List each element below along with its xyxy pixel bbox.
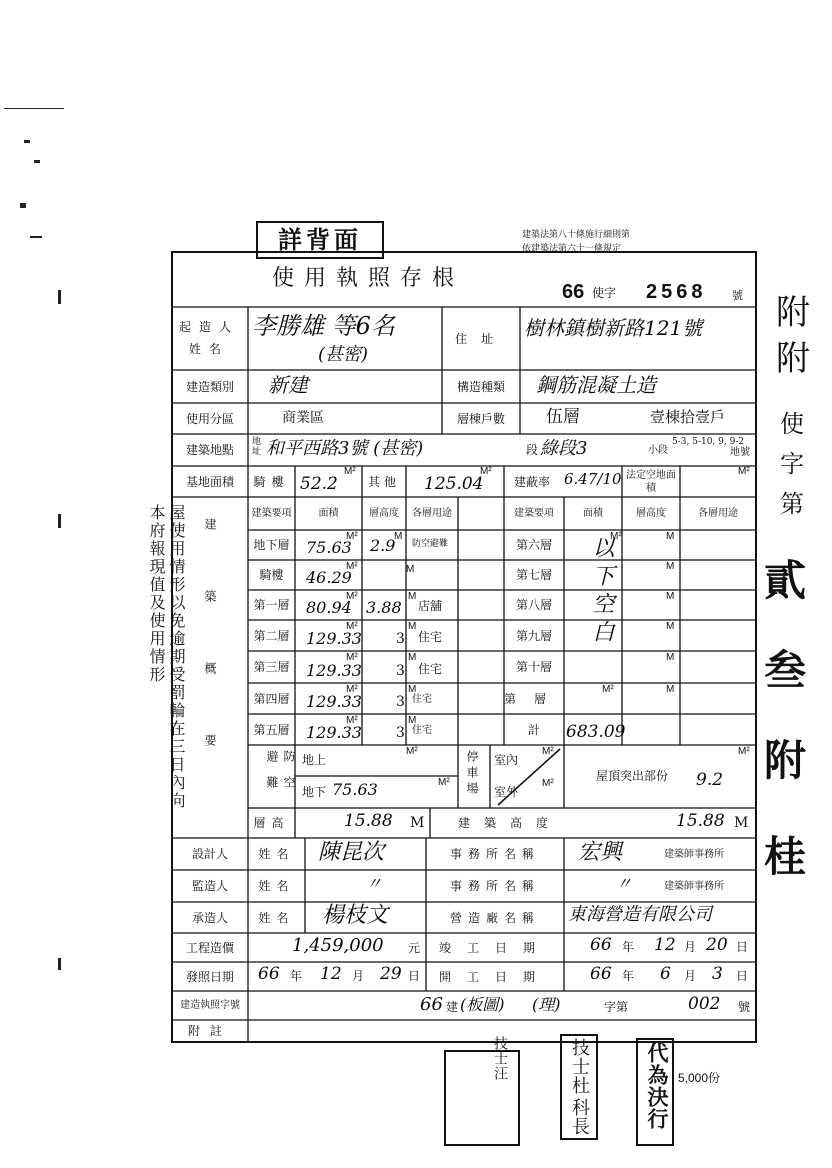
top-stamp-text: 詳背面: [278, 225, 362, 254]
right-margin-char: 使: [780, 410, 804, 438]
value-floor-height: 15.88: [344, 811, 393, 831]
value-permit-b: (理): [532, 995, 561, 1014]
right-margin-char: 字: [780, 450, 804, 478]
label-start-date: 開工日期: [438, 969, 551, 984]
label-indoor: 室內: [494, 753, 519, 767]
label-permit-mid: 建: [446, 1000, 459, 1014]
unit-m: M: [408, 652, 417, 663]
floor-area: 80.94: [306, 598, 352, 617]
chief-stamp-text: 科長: [569, 1098, 590, 1136]
value-start-year: 66: [590, 964, 612, 984]
unit-m2: M²: [738, 466, 750, 477]
label-structure-type: 構造種類: [456, 379, 505, 394]
unit-m: M: [666, 652, 675, 663]
floor-use: 住宅: [412, 725, 432, 736]
label-building-height: 建築高度: [457, 816, 562, 830]
floor-label-right: 第層: [504, 691, 565, 706]
label-office-name: 事務所名稱: [449, 847, 540, 861]
value-permit-a: (板圖): [460, 995, 505, 1014]
label-architect-office: 建築師事務所: [664, 849, 724, 860]
unit-m2: M²: [406, 746, 418, 757]
right-margin-char: 第: [780, 490, 804, 518]
permit-year: 66: [562, 281, 585, 303]
label-coverage: 建蔽率: [513, 474, 550, 489]
header-area-right: 面積: [583, 507, 603, 519]
floor-height: 3.88: [366, 598, 402, 617]
label-day: 日: [736, 969, 749, 983]
unit-m: M: [734, 815, 749, 831]
floor-label-right: 第七層: [515, 568, 552, 582]
label-permit-suffix: 號: [738, 1000, 751, 1014]
unit-m: M: [666, 591, 675, 602]
label-architect-office: 建築師事務所: [664, 881, 724, 892]
right-margin-char: 附: [776, 293, 810, 333]
label-month: 月: [684, 969, 697, 983]
value-building-height: 15.88: [676, 811, 725, 831]
unit-m: M: [666, 561, 675, 572]
label-floors-units: 層棟戶數: [456, 411, 505, 426]
value-roof-area: 9.2: [696, 770, 724, 790]
value-defense-below: 75.63: [332, 780, 378, 799]
value-site-location: 和平西路3號 (甚密): [266, 438, 424, 459]
label-year: 年: [622, 969, 635, 983]
floor-height: 3: [396, 694, 405, 710]
strike-line: [490, 745, 570, 809]
unit-m: M: [666, 621, 675, 632]
print-count: 5,000份: [678, 1071, 721, 1085]
label-roof-structure: 屋頂突出部份: [596, 769, 669, 783]
unit-m: M: [408, 621, 417, 632]
label-completion-date: 竣工日期: [438, 940, 551, 955]
value-start-month: 6: [660, 964, 671, 984]
right-margin-char: 附: [764, 736, 807, 785]
unit-m2: M²: [346, 684, 358, 695]
label-lot-sub: 小段: [648, 445, 668, 456]
unit-m: M: [410, 815, 425, 831]
label-supervisor: 監造人: [191, 879, 228, 893]
unit-m2: M²: [542, 746, 554, 757]
unit-m: M: [408, 684, 417, 695]
header-height-left: 層高度: [369, 507, 399, 519]
value-permit-num: 002: [688, 994, 721, 1014]
floor-label-left: 地下層: [253, 538, 290, 552]
unit-m2: M²: [346, 561, 358, 572]
header-area-left: 面積: [318, 507, 339, 519]
floor-use: 防空避難: [412, 539, 449, 549]
side-note: 屋使用情形以免逾期受罰輪在三日內向本府報現值及使用情形: [147, 504, 186, 810]
label-building-type: 建造類別: [185, 379, 234, 394]
floor-use: 店舖: [418, 599, 443, 613]
value-supervisor-name: 〃: [366, 874, 383, 893]
unit-m2: M²: [346, 715, 358, 726]
header-use-left: 各層用途: [412, 507, 452, 519]
unit-m: M: [406, 564, 415, 575]
unit-m2: M²: [738, 746, 750, 757]
label-base-area: 基地面積: [185, 474, 234, 489]
right-margin-char: 叁: [764, 646, 807, 695]
label-above-ground: 地上: [302, 753, 327, 767]
value-designer-office: 宏興: [578, 840, 623, 865]
value-contractor-firm: 東海營造有限公司: [568, 904, 712, 925]
floor-label-left: 第五層: [253, 722, 290, 737]
form-title: 使用執照存根: [272, 266, 465, 291]
floor-label-left: 第三層: [253, 660, 290, 674]
floor-use: 住宅: [412, 694, 432, 705]
floor-area: 129.33: [306, 723, 362, 742]
label-designer: 設計人: [191, 847, 228, 861]
value-floors: 伍層: [546, 407, 580, 427]
unit-m2: M²: [346, 652, 358, 663]
floor-label-left: 第二層: [253, 628, 290, 643]
floor-label-right: 第十層: [515, 660, 552, 674]
unit-m: M: [394, 531, 403, 542]
value-applicant-note: (甚密): [318, 344, 369, 365]
right-margin-char: 附: [776, 339, 810, 379]
label-other: 其他: [367, 474, 400, 489]
label-zoning: 使用分區: [185, 411, 234, 426]
floor-area: 129.33: [306, 661, 362, 680]
header-height-right: 層高度: [636, 507, 666, 519]
unit-m: M: [408, 715, 417, 726]
label-name: 姓名: [258, 910, 295, 925]
value-completion-month: 12: [654, 935, 676, 955]
value-supervisor-office: 〃: [616, 874, 633, 893]
officer-stamp-text: 技士汪: [492, 1036, 508, 1081]
floor-height: 2.9: [370, 536, 396, 555]
value-right-note: 以下空白: [589, 536, 614, 648]
floor-label-right: 第八層: [515, 598, 552, 612]
value-issue-day: 29: [380, 964, 402, 984]
label-applicant: 起造人姓名: [178, 320, 239, 356]
floor-label-right: 第九層: [515, 628, 552, 643]
value-issue-year: 66: [258, 964, 280, 984]
label-office-name: 事務所名稱: [449, 879, 540, 893]
value-designer-name: 陳昆次: [318, 840, 385, 865]
label-remarks: 附註: [187, 1024, 232, 1038]
floor-area: 129.33: [306, 629, 362, 648]
label-lot-number: 地號: [730, 447, 750, 458]
floor-area: 46.29: [306, 568, 352, 587]
value-structure-type: 鋼筋混凝土造: [536, 373, 656, 397]
label-permit-char: 字第: [604, 1000, 629, 1014]
value-total: 683.09: [566, 722, 626, 742]
header-item-right: 建築要項: [514, 507, 554, 519]
value-units: 壹棟拾壹戶: [650, 408, 726, 426]
floor-use: 住宅: [418, 662, 443, 676]
label-site-prefix: 地址: [250, 436, 260, 456]
permit-number: 2568: [646, 281, 707, 303]
value-completion-day: 20: [706, 935, 728, 955]
label-month: 月: [352, 969, 365, 983]
label-legal-open: 法定空地面積: [626, 469, 676, 494]
value-applicant: 李勝雄 等6名: [252, 312, 395, 340]
floor-use: 住宅: [418, 630, 443, 644]
value-building-type: 新建: [268, 373, 308, 397]
label-site-location: 建築地點: [185, 443, 234, 457]
header-item-left: 建築要項: [251, 507, 292, 519]
label-arcade: 騎樓: [253, 474, 290, 489]
unit-m2: M²: [438, 777, 450, 788]
label-name: 姓名: [258, 847, 295, 861]
value-other-area: 125.04: [424, 474, 484, 494]
unit-yuan: 元: [408, 941, 421, 955]
right-margin-char: 桂: [764, 832, 807, 881]
unit-m: M: [666, 684, 675, 695]
value-start-day: 3: [712, 964, 723, 984]
header-use-right: 各層用途: [698, 507, 738, 519]
permit-type: 使字: [592, 286, 617, 300]
value-lot-sub: 綠段3: [540, 438, 588, 459]
unit-m2: M²: [610, 531, 622, 542]
value-coverage: 6.47/10: [564, 470, 622, 488]
unit-m2: M²: [344, 466, 356, 477]
label-firm-name: 營造廠名稱: [449, 910, 540, 925]
label-civil-defense: 防空避難: [265, 750, 296, 802]
floor-area: 129.33: [306, 692, 362, 711]
floor-label-right: 第六層: [515, 538, 552, 552]
label-parking: 停車場: [465, 750, 479, 798]
label-year: 年: [622, 940, 635, 954]
unit-m2: M²: [346, 531, 358, 542]
floor-height: 3: [396, 631, 405, 647]
proxy-stamp-text: 代為決行: [645, 1042, 670, 1130]
label-lot-sec: 段: [526, 443, 539, 457]
value-permit-year: 66: [420, 994, 443, 1015]
value-issue-month: 12: [320, 964, 342, 984]
unit-m2: M²: [480, 466, 492, 477]
floor-label-right: 計: [527, 722, 540, 737]
label-month: 月: [684, 940, 697, 954]
label-cost: 工程造價: [185, 940, 234, 955]
tech-stamp-text: 技士杜: [569, 1038, 590, 1095]
floor-label-left: 第四層: [253, 691, 290, 706]
value-zoning: 商業區: [282, 410, 324, 426]
unit-m: M: [666, 531, 675, 542]
floor-label-left: 騎樓: [259, 568, 284, 582]
value-address: 樹林鎮樹新路121號: [524, 316, 703, 340]
unit-m2: M²: [542, 778, 554, 789]
label-address: 住址: [454, 331, 507, 346]
top-right-note-1: 建築法第八十條施行細則第: [522, 230, 631, 240]
value-completion-year: 66: [590, 935, 612, 955]
label-issue-date: 發照日期: [185, 969, 234, 984]
label-name: 姓名: [258, 879, 295, 893]
floor-height: 3: [396, 725, 405, 741]
permit-suffix: 號: [732, 289, 743, 302]
unit-m2: M²: [346, 591, 358, 602]
value-cost: 1,459,000: [292, 935, 384, 956]
floor-height: 3: [396, 663, 405, 679]
unit-m: M: [408, 591, 417, 602]
label-building-overview: 建築概要: [203, 518, 217, 806]
value-arcade-area: 52.2: [300, 474, 338, 494]
label-contractor: 承造人: [191, 910, 228, 925]
floor-area: 75.63: [306, 538, 352, 557]
label-below-ground: 地下: [302, 785, 327, 799]
value-contractor-name: 楊枝文: [322, 903, 389, 928]
floor-label-left: 第一層: [253, 598, 290, 612]
value-lot-numbers: 5-3, 5-10, 9, 9-2: [672, 437, 745, 447]
unit-m2: M²: [346, 621, 358, 632]
label-day: 日: [736, 940, 749, 954]
label-year: 年: [290, 969, 303, 983]
label-outdoor: 室外: [494, 785, 519, 799]
label-construction-permit: 建造執照字號: [180, 1000, 240, 1011]
right-margin-char: 貳: [764, 556, 807, 605]
label-day: 日: [408, 969, 421, 983]
top-right-note-2: 依建築法第六十一條規定: [522, 244, 622, 254]
unit-m2: M²: [602, 684, 614, 695]
label-floor-height: 層高: [253, 816, 290, 830]
